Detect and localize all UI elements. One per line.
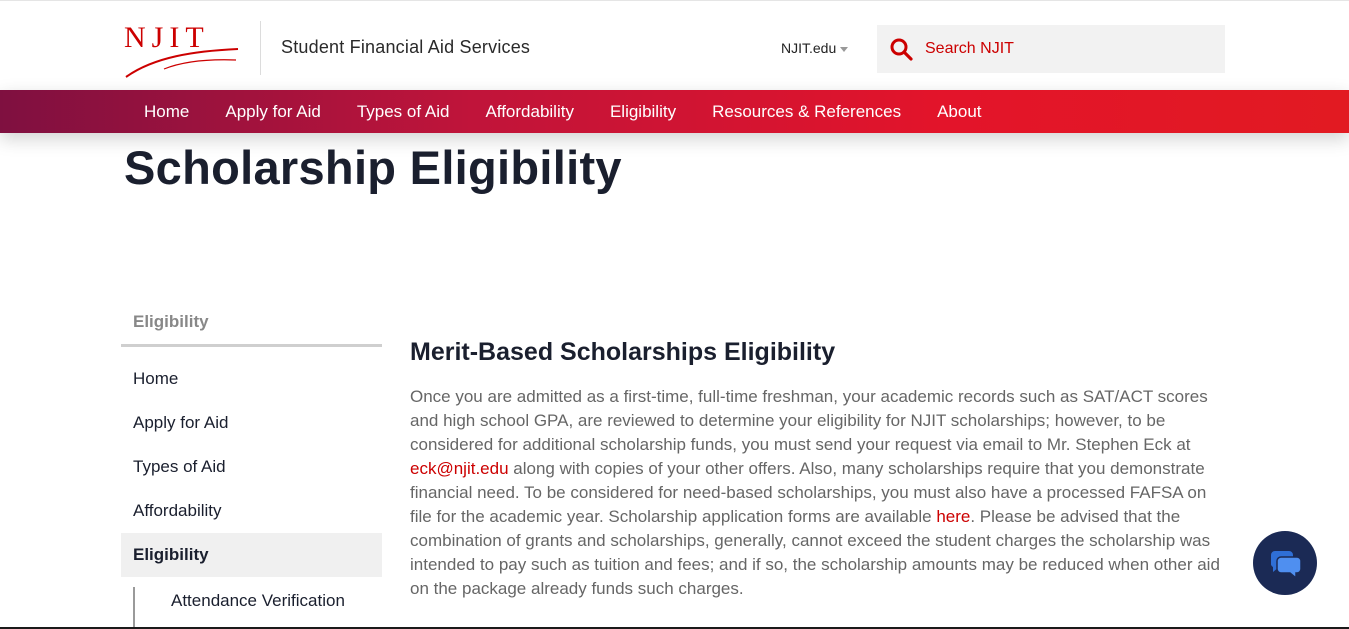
sidebar-item-affordability[interactable]: Affordability <box>133 501 222 520</box>
sidebar-item-apply-for-aid[interactable]: Apply for Aid <box>133 413 229 432</box>
sidebar-nav <box>121 300 382 625</box>
section-paragraph <box>410 385 1225 601</box>
search-box[interactable] <box>877 25 1225 73</box>
njit-logo[interactable] <box>124 21 240 79</box>
page-title: Scholarship Eligibility <box>124 141 622 194</box>
nav-item-affordability[interactable]: Affordability <box>485 102 574 121</box>
chat-button[interactable] <box>1253 531 1317 595</box>
nav-item-eligibility[interactable]: Eligibility <box>609 102 677 121</box>
sidebar-item-eligibility[interactable]: Eligibility <box>121 533 382 577</box>
chevron-down-icon <box>840 47 848 52</box>
main-content <box>410 338 1225 601</box>
nav-item-apply-for-aid[interactable]: Apply for Aid <box>225 102 321 121</box>
sidebar-spacer <box>121 347 382 357</box>
sidebar-sub-indicator <box>133 587 135 629</box>
paragraph-text-3: . Please be advised that the combination of grants and scholarships, generally, cannot exceed the student charges the scholarship was intended to pay such as tuition and fees; and if so, the scholarship amounts may be reduced when other aid on the package already funds such charges. <box>410 507 1220 598</box>
chat-icon <box>1267 545 1303 581</box>
main-nav-list <box>126 90 1000 133</box>
logo-text: NJIT <box>124 21 210 54</box>
section-heading: Merit-Based Scholarships Eligibility <box>410 338 836 366</box>
search-input[interactable] <box>925 37 1215 61</box>
sidebar-heading: Eligibility <box>121 300 382 347</box>
sidebar-subitem-label: Attendance Verification <box>171 591 345 610</box>
nav-item-home[interactable]: Home <box>144 102 190 121</box>
nav-item-resources[interactable]: Resources & References <box>712 102 902 121</box>
nav-item-about[interactable]: About <box>937 102 982 121</box>
sidebar-subitem-attendance-verification[interactable] <box>121 577 382 625</box>
sidebar-item-types-of-aid[interactable]: Types of Aid <box>133 457 226 476</box>
main-nav <box>0 90 1349 133</box>
search-icon[interactable] <box>889 37 913 61</box>
email-link[interactable]: eck@njit.edu <box>410 459 509 478</box>
header-divider <box>260 21 261 75</box>
nav-item-types-of-aid[interactable]: Types of Aid <box>356 102 450 121</box>
application-forms-link[interactable]: here <box>936 507 971 526</box>
sidebar-item-home[interactable]: Home <box>133 369 179 388</box>
site-header <box>0 0 1349 90</box>
paragraph-text-1: Once you are admitted as a first-time, full-time freshman, your academic records such as SAT/ACT scores and high school GPA, are reviewed to determine your eligibility for NJIT scholarships; however, to be considered for additional scholarship funds, you must send your request via email to Mr. Stephen Eck at <box>410 387 1208 454</box>
paragraph-text-2: along with copies of your other offers. Also, many scholarships require that you demonstrate financial need. To be considered for need-based scholarships, you must also have a processed FAFSA on file for the academic year. Scholarship application forms are available <box>410 459 1207 526</box>
site-title[interactable]: Student Financial Aid Services <box>281 37 531 57</box>
njit-edu-dropdown[interactable] <box>781 40 848 56</box>
logo-swoosh-icon <box>124 47 240 79</box>
njit-edu-label: NJIT.edu <box>781 40 837 56</box>
